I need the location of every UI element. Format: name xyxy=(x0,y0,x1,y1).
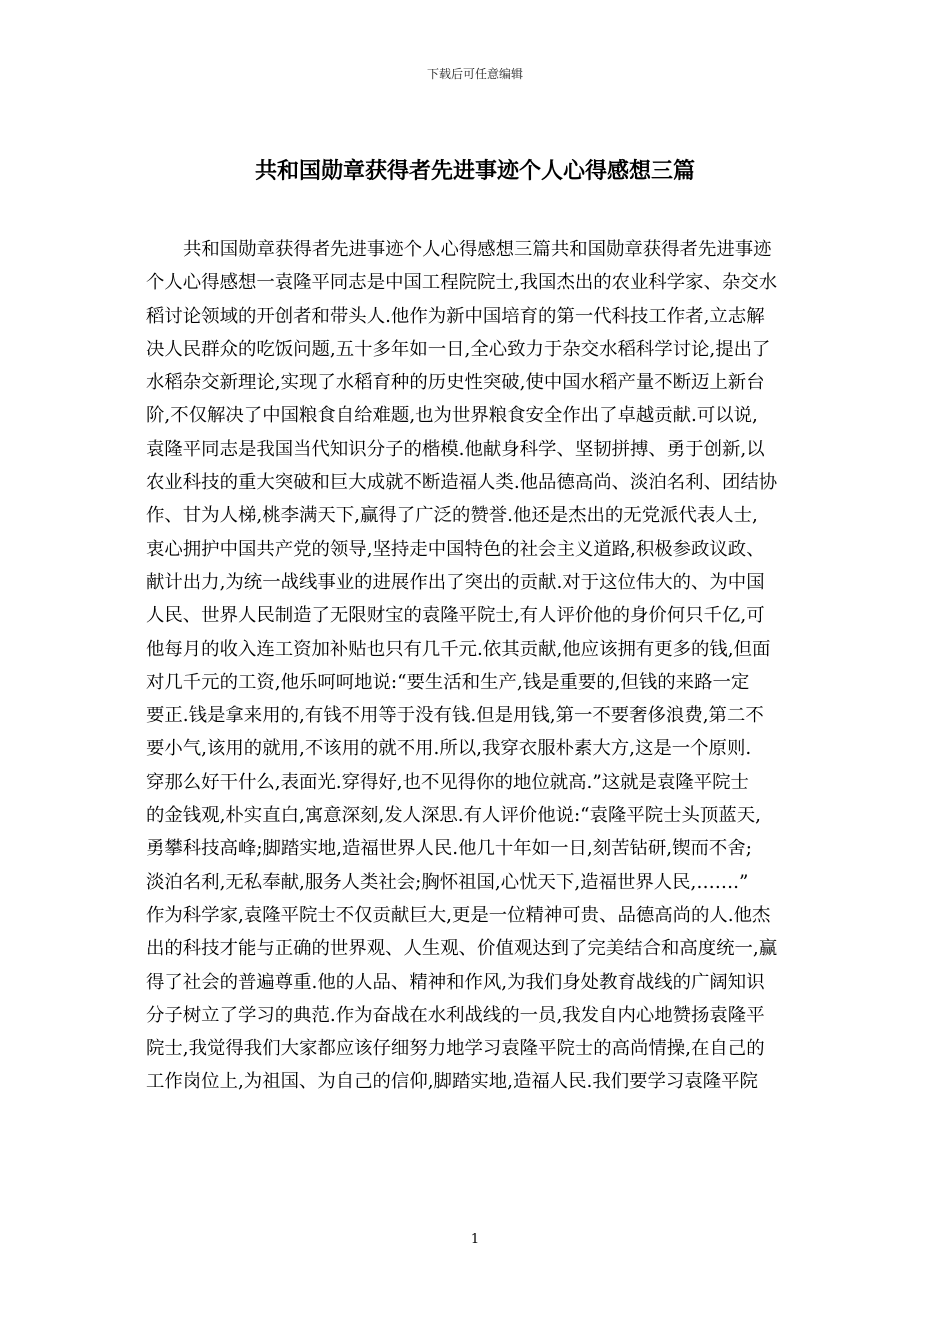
page-number: 1 xyxy=(470,1232,480,1247)
body-line: 工作岗位上,为祖国、为自己的信仰,脚踏实地,造福人民.我们要学习袁隆平院 xyxy=(146,1071,758,1093)
body-line: 得了社会的普遍尊重.他的人品、精神和作风,为我们身处教育战线的广阔知识 xyxy=(146,971,765,993)
body-line: 人民、世界人民制造了无限财宝的袁隆平院士,有人评价他的身价何只千亿,可 xyxy=(146,605,765,627)
body-paragraph xyxy=(146,233,812,1099)
body-line: 要正.钱是拿来用的,有钱不用等于没有钱.但是用钱,第一不要奢侈浪费,第二不 xyxy=(146,705,764,727)
body-line: 水稻杂交新理论,实现了水稻育种的历史性突破,使中国水稻产量不断迈上新台 xyxy=(146,372,765,394)
header-note: 下载后可任意编辑 xyxy=(426,67,523,81)
body-line: 献计出力,为统一战线事业的进展作出了突出的贡献.对于这位伟大的、为中国 xyxy=(146,571,765,593)
body-line: 稻讨论领域的开创者和带头人.他作为新中国培育的第一代科技工作者,立志解 xyxy=(146,305,765,327)
body-line: 决人民群众的吃饭问题,五十多年如一日,全心致力于杂交水稻科学讨论,提出了 xyxy=(146,338,771,360)
body-line: 共和国勋章获得者先进事迹个人心得感想三篇共和国勋章获得者先进事迹 xyxy=(183,239,772,260)
body-line: 淡泊名利,无私奉献,服务人类社会;胸怀祖国,心忧天下,造福世界人民,…….” xyxy=(146,871,749,893)
body-line: 农业科技的重大突破和巨大成就不断造福人类.他品德高尚、淡泊名利、团结协 xyxy=(146,472,778,494)
body-line: 出的科技才能与正确的世界观、人生观、价值观达到了完美结合和高度统一,赢 xyxy=(146,938,778,960)
body-line: 他每月的收入连工资加补贴也只有几千元.依其贡献,他应该拥有更多的钱,但面 xyxy=(146,638,771,660)
body-line: 衷心拥护中国共产党的领导,坚持走中国特色的社会主义道路,积极参政议政、 xyxy=(146,538,765,560)
body-line: 袁隆平同志是我国当代知识分子的楷模.他献身科学、坚韧拼搏、勇于创新,以 xyxy=(146,438,765,460)
body-line: 的金钱观,朴实直白,寓意深刻,发人深思.有人评价他说:“袁隆平院士头顶蓝天, xyxy=(146,805,761,827)
body-line: 院士,我觉得我们大家都应该仔细努力地学习袁隆平院士的高尚情操,在自己的 xyxy=(146,1038,765,1060)
body-line: 要小气,该用的就用,不该用的就不用.所以,我穿衣服朴素大方,这是一个原则. xyxy=(146,738,752,760)
document-title: 共和国勋章获得者先进事迹个人心得感想三篇 xyxy=(254,158,695,184)
body-line: 作为科学家,袁隆平院士不仅贡献巨大,更是一位精神可贵、品德高尚的人.他杰 xyxy=(146,904,771,926)
body-line: 穿那么好干什么,表面光.穿得好,也不见得你的地位就高.”这就是袁隆平院士 xyxy=(146,771,749,793)
body-line: 阶,不仅解决了中国粮食自给难题,也为世界粮食安全作出了卓越贡献.可以说, xyxy=(146,405,758,427)
body-line: 分子树立了学习的典范.作为奋战在水利战线的一员,我发自内心地赞扬袁隆平 xyxy=(146,1004,765,1026)
body-line: 作、甘为人梯,桃李满天下,赢得了广泛的赞誉.他还是杰出的无党派代表人士, xyxy=(146,505,758,527)
body-line: 对几千元的工资,他乐呵呵地说:“要生活和生产,钱是重要的,但钱的来路一定 xyxy=(146,671,750,693)
body-line: 个人心得感想一袁隆平同志是中国工程院院士,我国杰出的农业科学家、杂交水 xyxy=(146,272,778,294)
body-line: 勇攀科技高峰;脚踏实地,造福世界人民.他几十年如一日,刻苦钻研,锲而不舍; xyxy=(146,838,752,860)
